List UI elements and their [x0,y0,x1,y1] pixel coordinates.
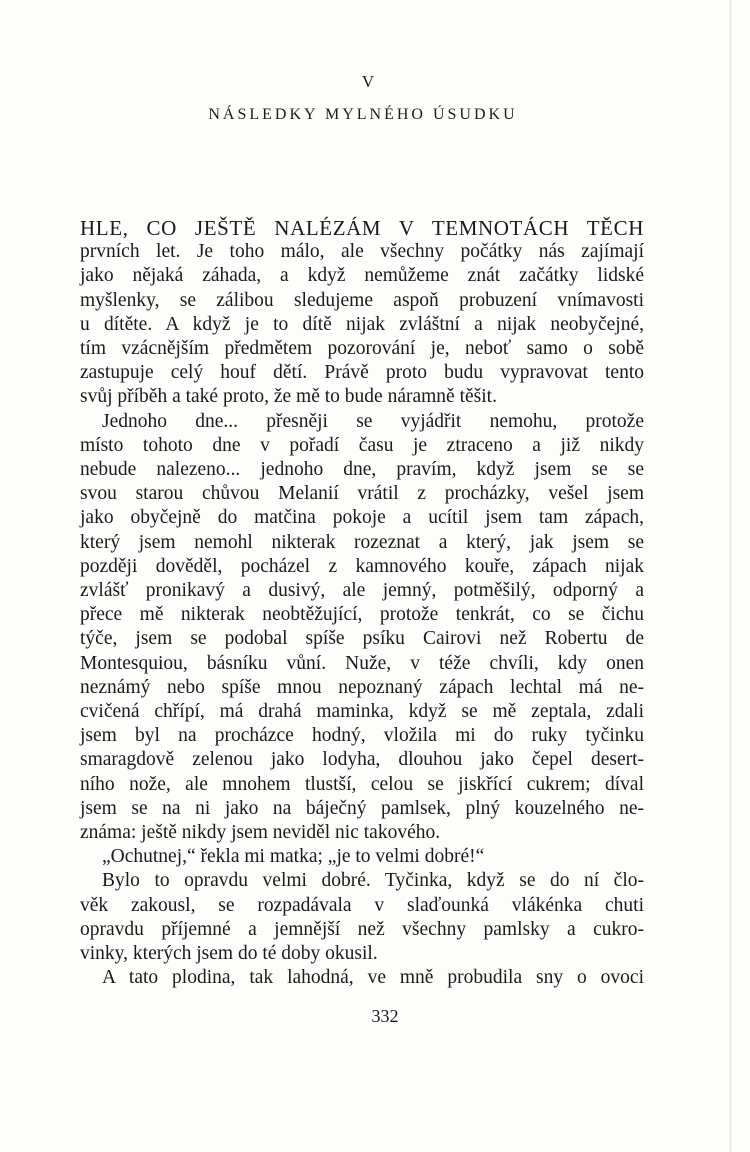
text-line: tím vzácnějším předmětem pozorování je, neboť samo o sobě [80,338,644,360]
page-number: 332 [371,1006,399,1026]
text-line: jako nějaká záhada, a když nemůžeme znát začátky lidské [80,265,644,287]
text-line: svou starou chůvou Melanií vrátil z procházky, vešel jsem [80,483,644,505]
text-line: neznámý nebo spíše mnou nepoznaný zápach lechtal má ne- [80,676,644,698]
body-text [80,216,644,991]
text-line: vinky, kterých jsem do té doby okusil. [80,943,378,965]
text-line: myšlenky, se zálibou sledujeme aspoň probuzení vnímavosti [80,289,644,311]
chapter-title: NÁSLEDKY MYLNÉHO ÚSUDKU [208,106,518,123]
text-line: který jsem nemohl nikterak rozeznat a který, jak jsem se [80,531,644,553]
text-line: týče, jsem se podobal spíše psíku Cairovi než Robertu de [80,628,644,650]
text-line: později dověděl, pocházel z kamnového kouře, zápach nijak [80,555,644,577]
text-line: jako obyčejně do matčina pokoje a ucítil jsem tam zápach, [80,507,644,529]
text-line: Montesquiou, básníku vůní. Nuže, v téže chvíli, kdy onen [80,652,644,674]
page-edge-shadow [729,0,732,1152]
text-line: zastupuje celý houf dětí. Právě proto budu vypravovat tento [80,362,644,384]
lead-line: HLE, CO JEŠTĚ NALÉZÁM V TEMNOTÁCH TĚCH [80,216,644,240]
text-line: svůj příběh a také proto, že mě to bude náramně těšit. [80,386,497,408]
text-line: jsem byl na procházce hodný, vložila mi do ruky tyčinku [80,725,644,747]
text-line: ního nože, ale mnohem tlustší, celou se jiskřící cukrem; díval [80,773,644,795]
text-line: opravdu příjemné a jemnější než všechny pamlsky a cukro- [80,918,644,940]
text-line: jsem se na ni jako na báječný pamlsek, plný kouzelného ne- [80,797,644,819]
text-line: nebude nalezeno... jednoho dne, pravím, když jsem se se [80,459,644,481]
text-line: Bylo to opravdu velmi dobré. Tyčinka, když se do ní člo- [102,870,644,892]
text-line: A tato plodina, tak lahodná, ve mně probudila sny o ovoci [102,967,644,989]
text-line: místo tohoto dne v pořadí času je ztraceno a již nikdy [80,434,644,456]
text-line: přece mě nikterak neobtěžující, protože tenkrát, co se čichu [80,604,644,626]
text-line: cvičená chřípí, má drahá maminka, když se mě zeptala, zdali [80,701,644,723]
text-line: věk zakousl, se rozpadávala v slaďounká vlákénka chuti [80,894,644,916]
text-line: prvních let. Je toho málo, ale všechny počátky nás zajímají [80,241,644,263]
text-line: smaragdově zelenou jako lodyha, dlouhou jako čepel desert- [80,749,644,771]
text-line: zvlášť pronikavý a dusivý, ale jemný, potměšilý, odporný a [80,580,644,602]
text-line: „Ochutnej,“ řekla mi matka; „je to velmi dobré!“ [102,846,485,868]
text-line: u dítěte. A když je to dítě nijak zvláštní a nijak neobyčejné, [80,313,644,335]
text-line: Jednoho dne... přesněji se vyjádřit nemohu, protože [102,410,644,432]
chapter-number: V [361,72,377,91]
text-line: známa: ještě nikdy jsem neviděl nic takového. [80,822,441,844]
